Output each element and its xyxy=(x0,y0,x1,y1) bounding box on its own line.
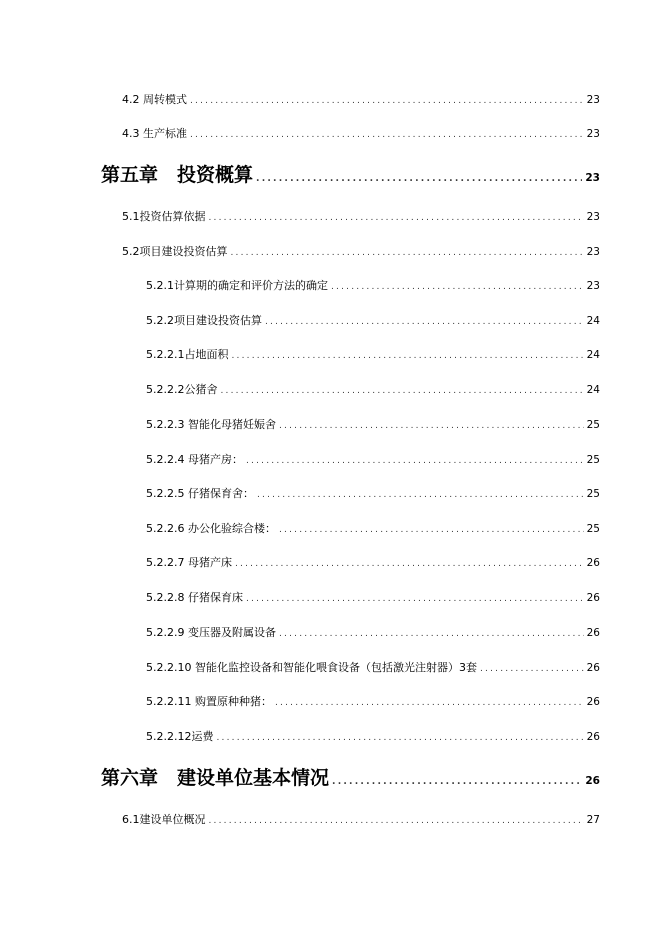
toc-entry-label: 5.1投资估算依据 xyxy=(122,210,206,223)
toc-entry-page: 25 xyxy=(586,454,600,466)
toc-entry-label: 5.2.2.9 变压器及附属设备 xyxy=(146,626,276,639)
toc-entry-page: 24 xyxy=(586,349,600,361)
toc-entry-label: 5.2.2.3 智能化母猪妊娠舍 xyxy=(146,418,276,431)
toc-entry-page: 24 xyxy=(586,384,600,396)
toc-entry-4-3[interactable] xyxy=(122,125,600,141)
dot-leader xyxy=(190,96,584,106)
toc-entry-page: 25 xyxy=(586,523,600,535)
toc-entry-page: 26 xyxy=(586,731,600,743)
toc-entry-5-2-2-10[interactable] xyxy=(146,659,600,675)
toc-entry-label: 5.2.1计算期的确定和评价方法的确定 xyxy=(146,279,328,292)
toc-entry-page: 24 xyxy=(586,315,600,327)
toc-entry-page: 26 xyxy=(586,592,600,604)
dot-leader xyxy=(257,490,584,500)
toc-entry-label: 5.2项目建设投资估算 xyxy=(122,245,228,258)
dot-leader xyxy=(231,351,583,361)
dot-leader xyxy=(331,282,584,292)
toc-entry-5-2-2-6[interactable] xyxy=(146,520,600,536)
toc-entry-label: 5.2.2.12运费 xyxy=(146,730,214,743)
toc-entry-page: 27 xyxy=(586,814,600,826)
toc-entry-5-2-2-12[interactable] xyxy=(146,728,600,744)
toc-entry-5-2-2-1[interactable] xyxy=(146,346,600,362)
dot-leader xyxy=(332,776,582,787)
toc-entry-page: 26 xyxy=(586,696,600,708)
dot-leader xyxy=(246,594,584,604)
toc-entry-5-2-1[interactable] xyxy=(146,277,600,293)
toc-entry-label: 5.2.2.1占地面积 xyxy=(146,348,229,361)
toc-entry-page: 26 xyxy=(586,557,600,569)
dot-leader xyxy=(279,629,584,639)
dot-leader xyxy=(235,559,584,569)
toc-entry-page: 23 xyxy=(585,172,600,184)
toc-entry-label: 5.2.2.8 仔猪保育床 xyxy=(146,591,243,604)
toc-entry-page: 26 xyxy=(586,662,600,674)
toc-entry-5-2[interactable] xyxy=(122,243,600,259)
toc-entry-label: 5.2.2.4 母猪产房： xyxy=(146,453,243,466)
toc-entry-5-2-2-9[interactable] xyxy=(146,624,600,640)
toc-entry-page: 23 xyxy=(586,211,600,223)
toc-chapter-label: 第五章 投资概算 xyxy=(101,164,254,186)
toc-entry-label: 5.2.2.6 办公化验综合楼： xyxy=(146,522,276,535)
toc-entry-label: 6.1建设单位概况 xyxy=(122,813,206,826)
toc-entry-page: 23 xyxy=(586,280,600,292)
toc-entry-page: 23 xyxy=(586,94,600,106)
dot-leader xyxy=(231,248,584,258)
dot-leader xyxy=(209,213,584,223)
dot-leader xyxy=(220,386,583,396)
toc-entry-4-2[interactable] xyxy=(122,91,600,107)
toc-entry-label: 5.2.2项目建设投资估算 xyxy=(146,314,262,327)
toc-entry-5-2-2-7[interactable] xyxy=(146,554,600,570)
toc-entry-5-2-2[interactable] xyxy=(146,312,600,328)
dot-leader xyxy=(279,421,584,431)
dot-leader xyxy=(275,698,584,708)
toc-entry-5-2-2-4[interactable] xyxy=(146,451,600,467)
dot-leader xyxy=(279,525,584,535)
dot-leader xyxy=(480,664,584,674)
toc-entry-5-2-2-5[interactable] xyxy=(146,485,600,501)
toc-entry-6-1[interactable] xyxy=(122,811,600,827)
toc-entry-label: 5.2.2.10 智能化监控设备和智能化喂食设备（包括激光注射器）3套 xyxy=(146,661,477,674)
toc-entry-page: 23 xyxy=(586,128,600,140)
toc-chapter-5[interactable] xyxy=(101,160,600,187)
toc-entry-page: 26 xyxy=(585,775,600,787)
dot-leader xyxy=(216,733,583,743)
toc-entry-page: 25 xyxy=(586,419,600,431)
toc-entry-5-2-2-2[interactable] xyxy=(146,381,600,397)
toc-entry-page: 25 xyxy=(586,488,600,500)
toc-entry-label: 5.2.2.2公猪舍 xyxy=(146,383,218,396)
toc-entry-5-1[interactable] xyxy=(122,208,600,224)
toc-entry-5-2-2-11[interactable] xyxy=(146,693,600,709)
toc-entry-5-2-2-3[interactable] xyxy=(146,416,600,432)
dot-leader xyxy=(246,456,584,466)
toc-entry-label: 5.2.2.5 仔猪保育舍： xyxy=(146,487,254,500)
toc-entry-page: 26 xyxy=(586,627,600,639)
toc-entry-label: 4.2 周转模式 xyxy=(122,93,187,106)
toc-chapter-6[interactable] xyxy=(101,763,600,790)
toc-entry-5-2-2-8[interactable] xyxy=(146,589,600,605)
dot-leader xyxy=(209,816,584,826)
dot-leader xyxy=(256,173,582,184)
toc-entry-page: 23 xyxy=(586,246,600,258)
toc-chapter-label: 第六章 建设单位基本情况 xyxy=(101,767,330,789)
dot-leader xyxy=(265,317,584,327)
toc-entry-label: 5.2.2.7 母猪产床 xyxy=(146,556,232,569)
toc-entry-label: 5.2.2.11 购置原种种猪： xyxy=(146,695,272,708)
dot-leader xyxy=(190,130,584,140)
toc-entry-label: 4.3 生产标准 xyxy=(122,127,187,140)
